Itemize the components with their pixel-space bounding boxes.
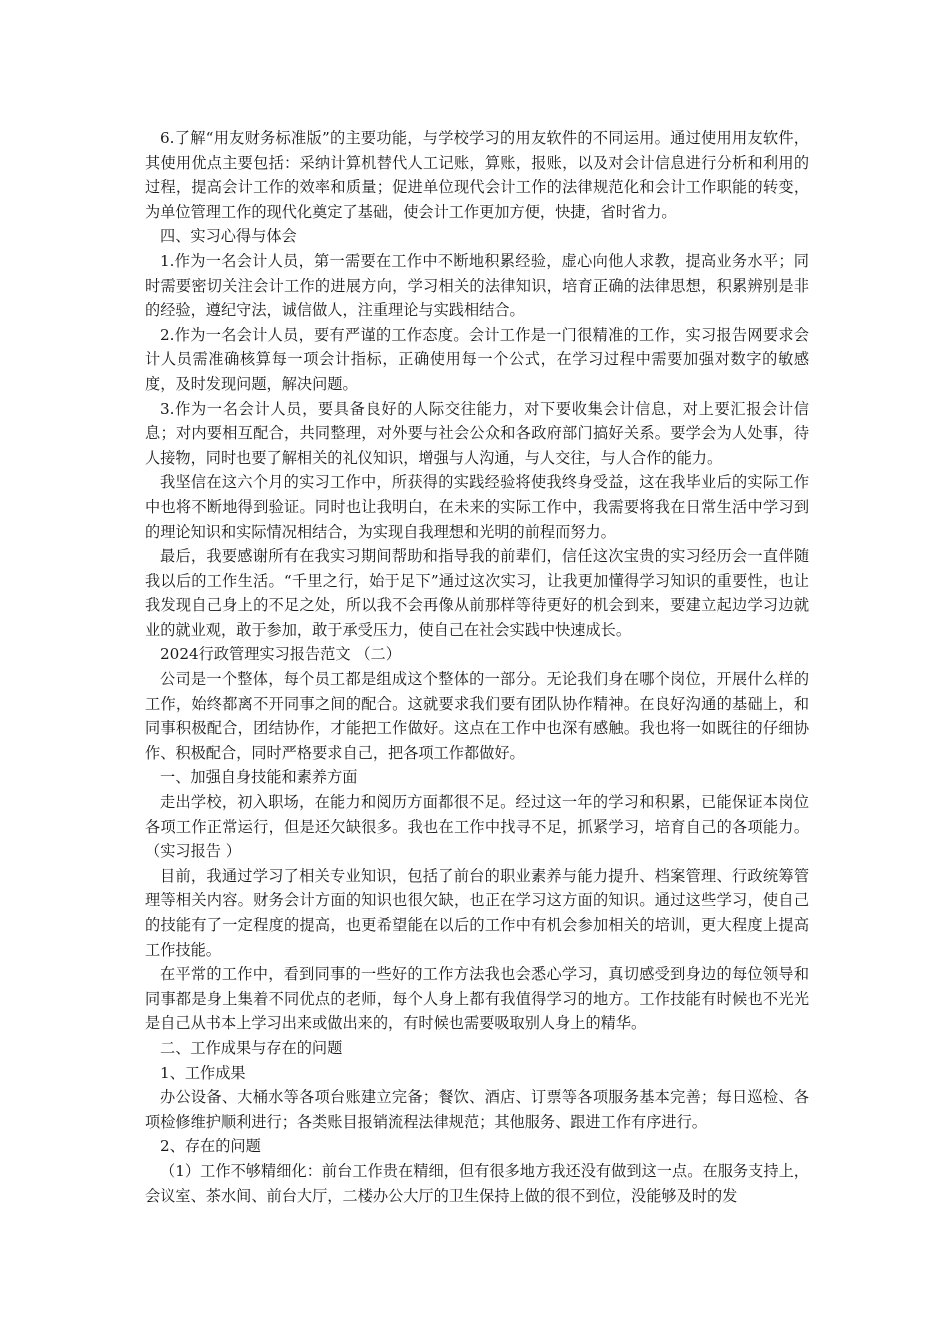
paragraph-leaving-school: 走出学校，初入职场，在能力和阅历方面都很不足。经过这一年的学习和积累，已能保证本岗位各项工作正常运行，但是还欠缺很多。我也在工作中找寻不足，抓紧学习，培育自己的各项能力。 （实习报告 ） xyxy=(145,793,809,861)
paragraph-daily-work: 在平常的工作中，看到同事的一些好的工作方法我也会悉心学习，真切感受到身边的每位领导和同事都是身上集着不同优点的老师，每个人身上都有我值得学习的地方。工作技能有时候也不光光是自己从书本上学习出来或做出来的，有时候也需要吸取别人身上的精华。 xyxy=(145,965,809,1033)
section-heading-2: 二、工作成果与存在的问题 xyxy=(160,1038,343,1057)
subheading-results: 1、工作成果 xyxy=(160,1063,246,1082)
paragraph-item6-software: 6.了解“用友财务标准版”的主要功能，与学校学习的用友软件的不同运用。通过使用用友软件，其使用优点主要包括：采纳计算机替代人工记账，算账，报账，以及对会计信息进行分析和利用的过程，提高会计工作的效率和质量；促进单位现代会计工作的法律规范化和会计工作职能的转变，为单位管理工作的现代化奠定了基础，使会计工作更加方便，快捷，省时省力。 xyxy=(145,129,809,221)
section-heading-1: 一、加强自身技能和素养方面 xyxy=(160,768,358,787)
paragraph-conviction: 我坚信在这六个月的实习工作中，所获得的实践经验将使我终身受益，这在我毕业后的实际工作中也将不断地得到验证。同时也让我明白，在未来的实际工作中，我需要将我在日常生活中学习到的理论知识和实际情况相结合，为实现自我理想和光明的前程而努力。 xyxy=(145,473,809,541)
paragraph-current-learning: 目前，我通过学习了相关专业知识，包括了前台的职业素养与能力提升、档案管理、行政统筹管理等相关内容。财务会计方面的知识也很欠缺，也正在学习这方面的知识。通过这些学习，使自己的技能有了一定程度的提高，也更希望能在以后的工作中有机会参加相关的培训，更大程度上提高工作技能。 xyxy=(145,866,809,959)
paragraph-problem-1: （1）工作不够精细化：前台工作贵在精细，但有很多地方我还没有做到这一点。在服务支持上，会议室、茶水间、前台大厅，二楼办公大厅的卫生保持上做的很不到位，没能够及时的发 xyxy=(145,1161,809,1205)
section-heading-4: 四、实习心得与体会 xyxy=(160,227,297,246)
report-title-2: 2024行政管理实习报告范文 （二） xyxy=(160,645,401,664)
paragraph-point-2: 2.作为一名会计人员，要有严谨的工作态度。会计工作是一门很精准的工作，实习报告网要求会计人员需准确核算每一项会计指标，正确使用每一个公式，在学习过程中需要加强对数字的敏感度，及时发现问题，解决问题。 xyxy=(145,325,809,393)
paragraph-teamwork: 公司是一个整体，每个员工都是组成这个整体的一部分。无论我们身在哪个岗位，开展什么样的工作，始终都离不开同事之间的配合。这就要求我们要有团队协作精神。在良好沟通的基础上，和同事积极配合，团结协作，才能把工作做好。这点在工作中也深有感触。我也将一如既往的仔细协作、积极配合，同时严格要求自己，把各项工作都做好。 xyxy=(145,670,809,762)
paragraph-thanks: 最后，我要感谢所有在我实习期间帮助和指导我的前辈们，信任这次宝贵的实习经历会一直伴随我以后的工作生活。“千里之行，始于足下”通过这次实习，让我更加懂得学习知识的重要性，也让我发现自己身上的不足之处，所以我不会再像从前那样等待更好的机会到来，要建立起边学习边就业的就业观，敢于参加，敢于承受压力，使自己在社会实践中快速成长。 xyxy=(145,547,809,639)
paragraph-point-1: 1.作为一名会计人员，第一需要在工作中不断地积累经验，虚心向他人求教，提高业务水平；同时需要密切关注会计工作的进展方向，学习相关的法律知识，培育正确的法律思想，积累辨别是非的经验，遵纪守法，诚信做人，注重理论与实践相结合。 xyxy=(145,251,809,320)
document-page xyxy=(145,126,809,1208)
paragraph-results: 办公设备、大桶水等各项台账建立完备；餐饮、酒店、订票等各项服务基本完善；每日巡检、各项检修维护顺利进行；各类账目报销流程法律规范；其他服务、跟进工作有序进行。 xyxy=(145,1088,809,1131)
subheading-problems: 2、存在的问题 xyxy=(160,1137,261,1156)
paragraph-point-3: 3.作为一名会计人员，要具备良好的人际交往能力，对下要收集会计信息，对上要汇报会计信息；对内要相互配合，共同整理，对外要与社会公众和各政府部门搞好关系。要学会为人处事，待人接物，同时也要了解相关的礼仪知识，增强与人沟通，与人交往，与人合作的能力。 xyxy=(145,399,809,467)
